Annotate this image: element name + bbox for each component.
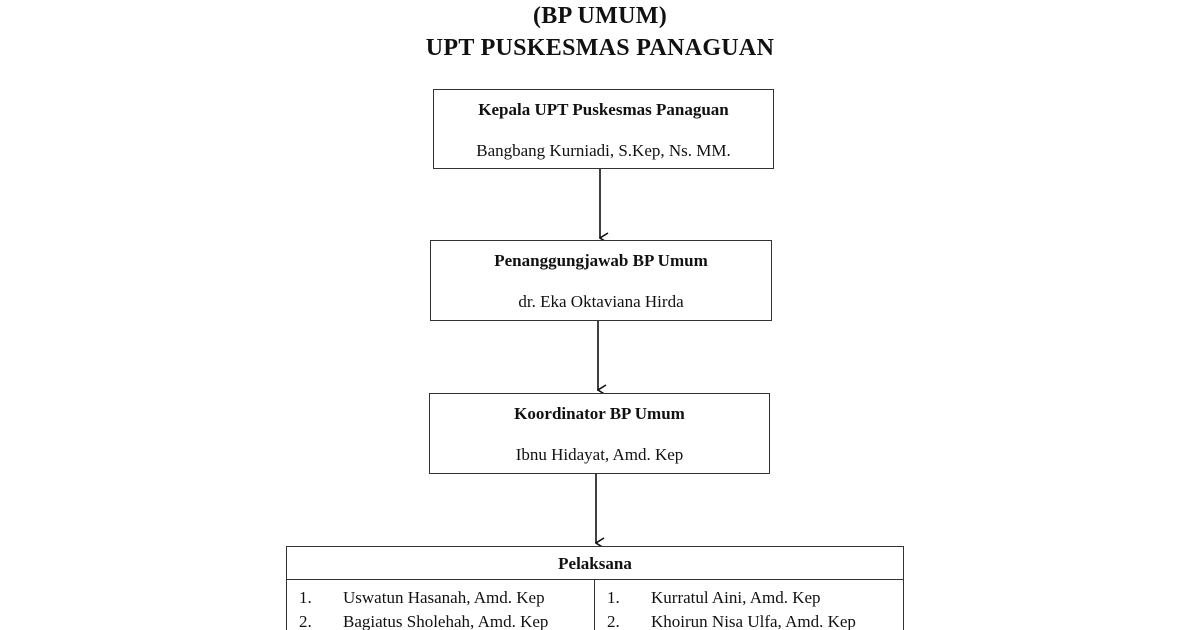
kepala-person: Bangbang Kurniadi, S.Kep, Ns. MM. <box>476 141 731 160</box>
list-item-number: 1. <box>299 588 312 607</box>
list-item-number: 2. <box>299 612 312 630</box>
chart-title-line1: (BP UMUM) <box>533 3 667 29</box>
pelaksana-title: Pelaksana <box>287 547 903 580</box>
box-kepala <box>433 89 774 169</box>
chart-title-line2: UPT PUSKESMAS PANAGUAN <box>425 35 775 61</box>
list-item <box>287 586 594 610</box>
list-item-name: Bagiatus Sholehah, Amd. Kep <box>343 612 549 630</box>
box-pelaksana <box>286 546 904 630</box>
koordinator-role: Koordinator BP Umum <box>514 404 685 423</box>
box-koordinator <box>429 393 770 474</box>
list-item-name: Kurratul Aini, Amd. Kep <box>651 588 821 607</box>
koordinator-person: Ibnu Hidayat, Amd. Kep <box>515 445 684 464</box>
list-item <box>595 610 903 630</box>
list-item-number: 1. <box>607 588 620 607</box>
list-item <box>595 586 903 610</box>
list-item-name: Khoirun Nisa Ulfa, Amd. Kep <box>651 612 856 630</box>
kepala-role: Kepala UPT Puskesmas Panaguan <box>478 100 729 119</box>
list-item-number: 2. <box>607 612 620 630</box>
penanggungjawab-person: dr. Eka Oktaviana Hirda <box>518 292 684 311</box>
list-item <box>287 610 594 630</box>
pelaksana-left-column <box>287 580 595 630</box>
list-item-name: Uswatun Hasanah, Amd. Kep <box>343 588 545 607</box>
box-penanggungjawab <box>430 240 772 321</box>
pelaksana-right-column <box>595 580 903 630</box>
penanggungjawab-role: Penanggungjawab BP Umum <box>494 251 708 270</box>
